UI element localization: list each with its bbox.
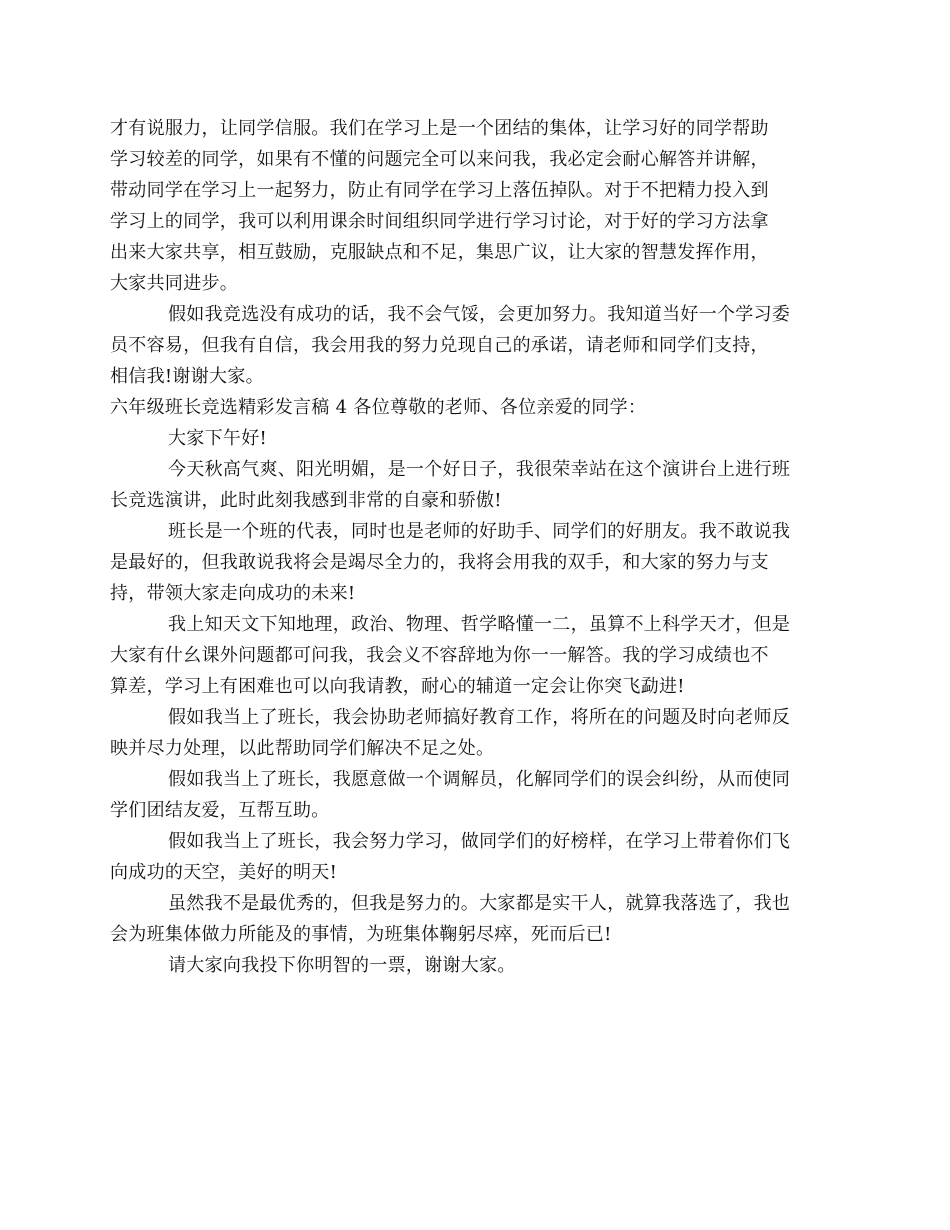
- section-heading-line: 六年级班长竞选精彩发言稿 4 各位尊敬的老师、各位亲爱的同学：: [110, 397, 647, 418]
- text-line: 向成功的天空，美好的明天!: [110, 862, 338, 883]
- text-line: 是最好的，但我敢说我将会是竭尽全力的，我将会用我的双手，和大家的努力与支: [110, 552, 769, 573]
- text-line: 学习上的同学，我可以利用课余时间组织同学进行学习讨论，对于好的学习方法拿: [110, 211, 769, 232]
- text-line: 请大家向我投下你明智的一票，谢谢大家。: [168, 955, 516, 976]
- text-line: 我上知天文下知地理，政治、物理、哲学略懂一二，虽算不上科学天才，但是: [168, 614, 791, 635]
- text-line: 学习较差的同学，如果有不懂的问题完全可以来问我，我必定会耐心解答并讲解，: [110, 149, 769, 170]
- text-line: 相信我!谢谢大家。: [110, 366, 264, 387]
- text-line: 假如我当上了班长，我会协助老师搞好教育工作，将所在的问题及时向老师反: [168, 707, 791, 728]
- text-line: 持，带领大家走向成功的未来!: [110, 583, 356, 604]
- text-line: 映并尽力处理，以此帮助同学们解决不足之处。: [110, 738, 495, 759]
- text-line: 假如我当上了班长，我会努力学习，做同学们的好榜样，在学习上带着你们飞: [168, 831, 791, 852]
- text-line: 大家下午好!: [168, 428, 268, 449]
- text-line: 大家有什幺课外问题都可问我，我会义不容辞地为你一一解答。我的学习成绩也不: [110, 645, 769, 666]
- text-line: 假如我当上了班长，我愿意做一个调解员，化解同学们的误会纠纷，从而使同: [168, 769, 791, 790]
- document-body: [110, 113, 844, 981]
- text-line: 算差，学习上有困难也可以向我请教，耐心的辅道一定会让你突飞勐进!: [110, 676, 685, 697]
- text-line: 出来大家共享，相互鼓励，克服缺点和不足，集思广议，让大家的智慧发挥作用，: [110, 242, 769, 263]
- text-line: 才有说服力，让同学信服。我们在学习上是一个团结的集体，让学习好的同学帮助: [110, 118, 769, 139]
- text-line: 员不容易，但我有自信，我会用我的努力兑现自己的承诺，请老师和同学们支持，: [110, 335, 769, 356]
- text-line: 大家共同进步。: [110, 273, 239, 294]
- text-line: 长竞选演讲，此时此刻我感到非常的自豪和骄傲!: [110, 490, 502, 511]
- text-line: 会为班集体做力所能及的事情，为班集体鞠躬尽瘁，死而后已!: [110, 924, 612, 945]
- text-line: 今天秋高气爽、阳光明媚，是一个好日子，我很荣幸站在这个演讲台上进行班: [168, 459, 791, 480]
- text-line: 学们团结友爱，互帮互助。: [110, 800, 330, 821]
- text-line: 虽然我不是最优秀的，但我是努力的。大家都是实干人，就算我落选了，我也: [168, 893, 791, 914]
- text-line: 班长是一个班的代表，同时也是老师的好助手、同学们的好朋友。我不敢说我: [168, 521, 791, 542]
- text-line: 假如我竞选没有成功的话，我不会气馁，会更加努力。我知道当好一个学习委: [168, 304, 791, 325]
- text-line: 带动同学在学习上一起努力，防止有同学在学习上落伍掉队。对于不把精力投入到: [110, 180, 769, 201]
